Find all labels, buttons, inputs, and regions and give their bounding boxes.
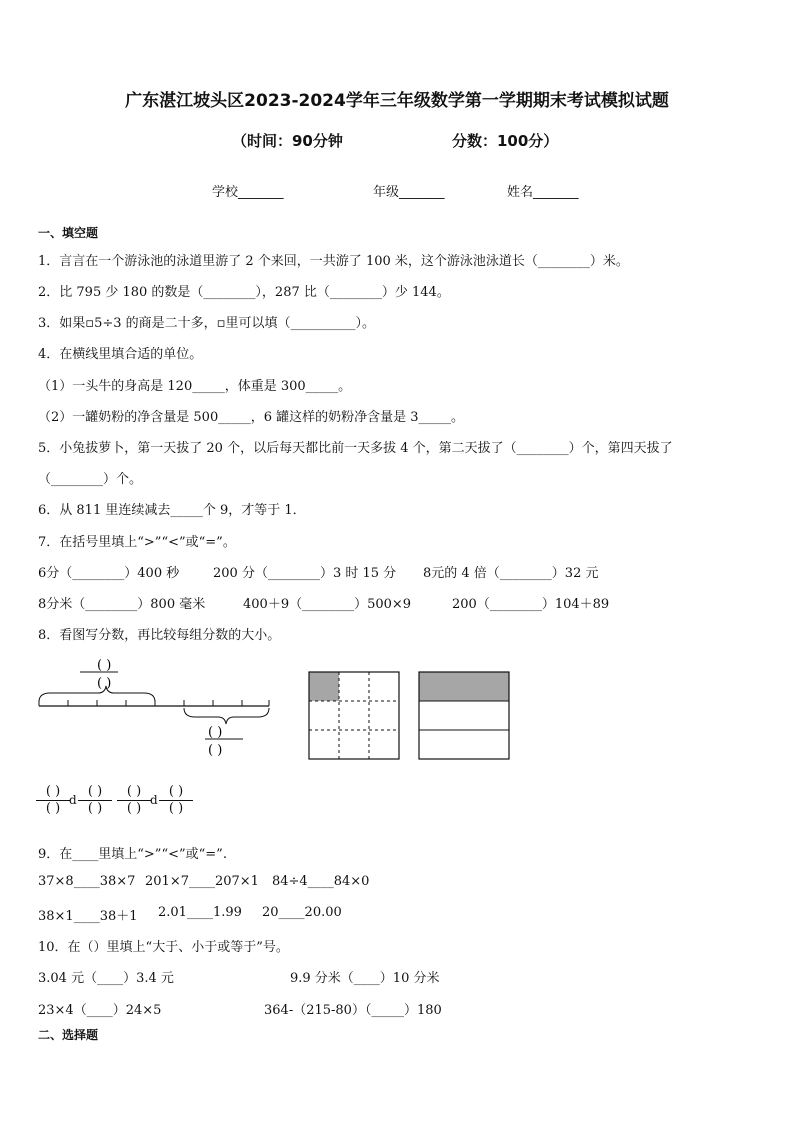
section-fill-blank-title: 一、填空题 (38, 226, 99, 240)
question-8: 8．看图写分数，再比较每组分数的大小。 (38, 628, 281, 643)
number-line-ticks (39, 700, 269, 706)
frac-numerator-blank: ( ) (97, 658, 112, 673)
q9-item-3: 84÷4____84×0 (272, 874, 370, 889)
question-8-figure (30, 650, 530, 770)
q10-item-3: 23×4（____）24×5 (38, 1003, 162, 1018)
question-9: 9．在____里填上“>”“<”或“=”. (38, 847, 227, 862)
q9-item-4: 38×1____38＋1 (38, 909, 138, 924)
question-6: 6．从 811 里连续减去_____个 9，才等于 1． (38, 503, 306, 518)
question-5-line-2: （________）个。 (38, 472, 143, 487)
lower-brace (184, 708, 269, 724)
question-3: 3．如果▫5÷3 的商是二十多，▫里可以填（__________）。 (38, 316, 375, 331)
exam-score: 分数：100分） (452, 132, 559, 150)
q9-item-2: 201×7____207×1 (145, 874, 259, 889)
question-7: 7．在括号里填上“>”“<”或“=”。 (38, 535, 236, 550)
answer-fraction-2[interactable]: ( ) ( ) (78, 784, 112, 817)
number-line-lower-fraction (205, 725, 243, 758)
grid-square-ninths (309, 672, 399, 759)
q7-item-6: 200（________）104＋89 (452, 597, 610, 612)
grade-field[interactable]: 年级_______ (373, 185, 445, 200)
q10-item-1: 3.04 元（____）3.4 元 (38, 971, 174, 986)
svg-text:( ): ( ) (208, 743, 223, 758)
question-2: 2．比 795 少 180 的数是（________），287 比（________）少 144。 (38, 285, 450, 300)
svg-text:( ): ( ) (208, 725, 223, 740)
answer-fraction-1[interactable]: ( ) ( ) (36, 784, 70, 817)
q9-item-5: 2.01____1.99 (158, 905, 242, 920)
question-4-part-2: （2）一罐奶粉的净含量是 500_____，6 罐这样的奶粉净含量是 3_____。 (38, 410, 465, 425)
answer-fraction-3[interactable]: ( ) ( ) (117, 784, 151, 817)
frac-denominator-blank: ( ) (97, 676, 112, 691)
question-5-line-1: 5．小兔拔萝卜，第一天拔了 20 个，以后每天都比前一天多拔 4 个，第二天拔了（________）个，第四天拔了 (38, 441, 673, 456)
number-line-upper-fraction (80, 658, 118, 691)
q10-item-2: 9.9 分米（____）10 分米 (290, 971, 440, 986)
q7-item-5: 400＋9（________）500×9 (243, 597, 412, 612)
page-title: 广东湛江坡头区2023-2024学年三年级数学第一学期期末考试模拟试题 (125, 91, 669, 111)
question-1: 1．言言在一个游泳池的泳道里游了 2 个来回，一共游了 100 米，这个游泳池泳道长（________）米。 (38, 254, 629, 269)
name-field[interactable]: 姓名_______ (507, 185, 579, 200)
answer-fraction-4[interactable]: ( ) ( ) (159, 784, 193, 817)
section-choice-title: 二、选择题 (38, 1028, 99, 1042)
q7-item-1: 6分（________）400 秒 (38, 566, 180, 581)
question-10: 10．在（）里填上“大于、小于或等于”号。 (38, 940, 289, 955)
q10-item-4: 364-（215-80）（_____）180 (264, 1003, 442, 1018)
question-4: 4．在横线里填合适的单位。 (38, 347, 203, 362)
question-4-part-1: （1）一头牛的身高是 120_____，体重是 300_____。 (38, 379, 352, 394)
q9-item-6: 20____20.00 (262, 905, 342, 920)
q7-item-3: 8元的 4 倍（________）32 元 (423, 566, 599, 581)
exam-time: （时间：90分钟 (232, 132, 343, 150)
grid-square-thirds (419, 672, 509, 759)
q7-item-2: 200 分（________）3 时 15 分 (213, 566, 397, 581)
q7-item-4: 8分米（________）800 毫米 (38, 597, 206, 612)
compare-symbol-2: d (150, 793, 158, 807)
school-field[interactable]: 学校_______ (212, 185, 284, 200)
q9-item-1: 37×8____38×7 (38, 874, 136, 889)
compare-symbol-1: d (69, 793, 77, 807)
